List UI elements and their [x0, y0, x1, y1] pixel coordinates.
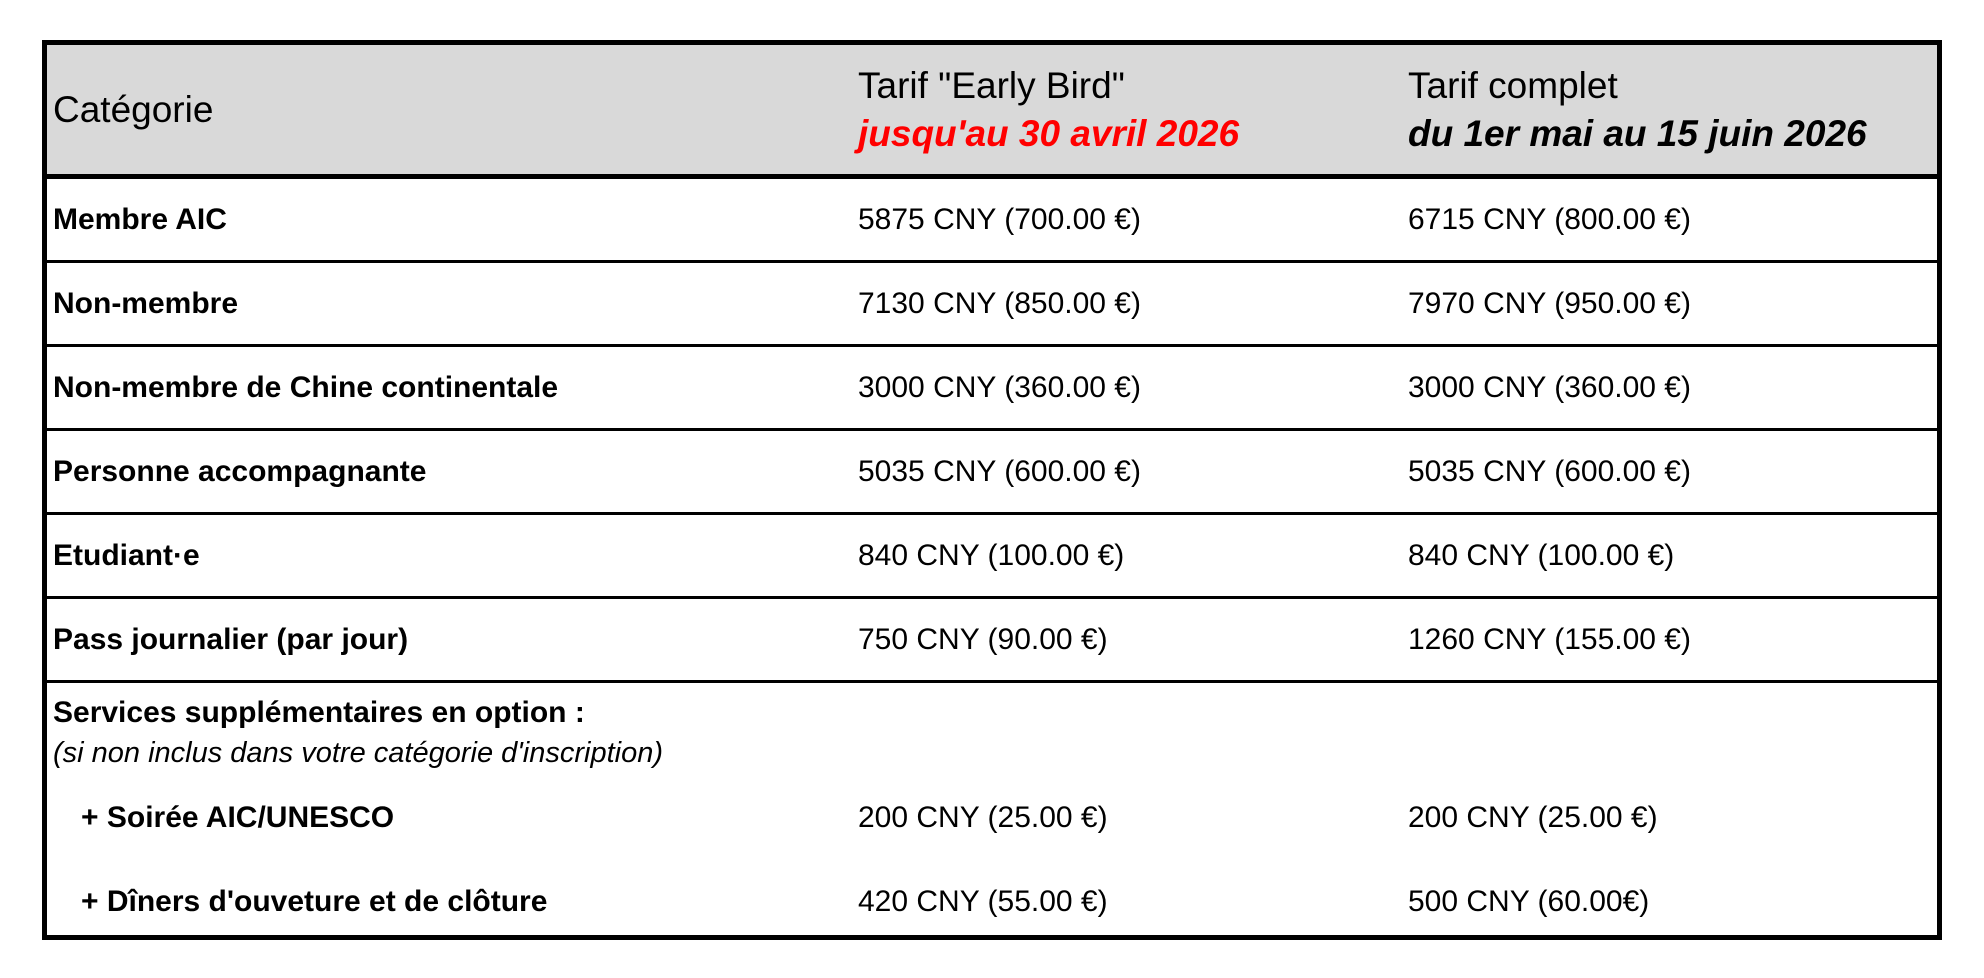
- header-early-subtitle: jusqu'au 30 avril 2026: [858, 112, 1240, 154]
- row-full-price: 5035 CNY (600.00 €): [1408, 454, 1691, 488]
- option-early-price: 200 CNY (25.00 €): [858, 801, 1108, 834]
- row-category: Personne accompagnante: [53, 454, 427, 488]
- header-full-price-cell: [1408, 45, 1867, 174]
- header-full-subtitle: du 1er mai au 15 juin 2026: [1408, 112, 1867, 154]
- row-full-price: 7970 CNY (950.00 €): [1408, 286, 1691, 320]
- option-early-price: 420 CNY (55.00 €): [858, 885, 1108, 918]
- option-full-price: 500 CNY (60.00€): [1408, 885, 1650, 918]
- table-row: [47, 347, 1937, 431]
- header-early-title: Tarif "Early Bird": [858, 64, 1125, 106]
- row-category: Membre AIC: [53, 202, 227, 236]
- row-full-price: 1260 CNY (155.00 €): [1408, 622, 1691, 656]
- options-section: [47, 683, 1937, 935]
- row-category: Etudiant·e: [53, 538, 200, 572]
- row-full-price: 3000 CNY (360.00 €): [1408, 370, 1691, 404]
- table-header: [47, 45, 1937, 179]
- row-early-price: 3000 CNY (360.00 €): [858, 370, 1141, 404]
- row-full-price: 840 CNY (100.00 €): [1408, 538, 1675, 572]
- row-early-price: 5875 CNY (700.00 €): [858, 202, 1141, 236]
- options-title: Services supplémentaires en option :: [53, 696, 585, 729]
- option-category: + Dîners d'ouveture et de clôture: [81, 885, 548, 918]
- header-full-title: Tarif complet: [1408, 64, 1618, 106]
- options-note: (si non inclus dans votre catégorie d'inscription): [53, 737, 664, 769]
- table-row: [47, 599, 1937, 683]
- row-early-price: 840 CNY (100.00 €): [858, 538, 1125, 572]
- header-category-cell: [53, 45, 213, 174]
- row-early-price: 5035 CNY (600.00 €): [858, 454, 1141, 488]
- table-row: [47, 179, 1937, 263]
- header-early-bird-cell: [858, 45, 1239, 174]
- table-row: [47, 263, 1937, 347]
- row-full-price: 6715 CNY (800.00 €): [1408, 202, 1691, 236]
- table-row: [47, 515, 1937, 599]
- row-early-price: 750 CNY (90.00 €): [858, 622, 1108, 656]
- row-early-price: 7130 CNY (850.00 €): [858, 286, 1141, 320]
- table-row: [47, 431, 1937, 515]
- row-category: Pass journalier (par jour): [53, 622, 409, 656]
- row-category: Non-membre de Chine continentale: [53, 370, 559, 404]
- header-category-label: Catégorie: [53, 88, 214, 130]
- pricing-table: [42, 40, 1942, 940]
- option-full-price: 200 CNY (25.00 €): [1408, 801, 1658, 834]
- option-category: + Soirée AIC/UNESCO: [81, 801, 395, 834]
- row-category: Non-membre: [53, 286, 239, 320]
